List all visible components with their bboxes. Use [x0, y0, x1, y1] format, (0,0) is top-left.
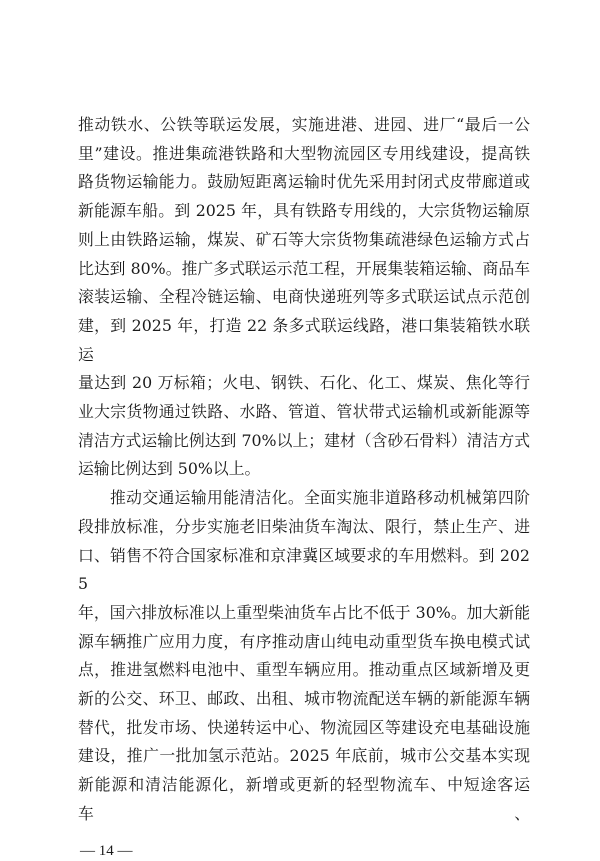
- text-line: 推动铁水、公铁等联运发展，实施进港、进园、进厂“最后一公: [78, 115, 530, 134]
- text-line: 量达到 20 万标箱；火电、钢铁、石化、化工、煤炭、焦化等行: [78, 373, 530, 393]
- text-line: 则上由铁路运输，煤炭、矿石等大宗货物集疏港绿色运输方式占: [78, 229, 530, 249]
- text-line: 口、销售不符合国家标准和京津冀区域要求的车用燃料。到 2025: [78, 545, 530, 594]
- text-line: 建设，推广一批加氢示范站。2025 年底前，城市公交基本实现: [78, 746, 530, 766]
- text-line: 建，到 2025 年，打造 22 条多式联运线路，港口集装箱铁水联运: [78, 315, 530, 364]
- text-line: 推动交通运输用能清洁化。全面实施非道路移动机械第四阶: [110, 488, 530, 508]
- text-line: 新的公交、环卫、邮政、出租、城市物流配送车辆的新能源车辆: [78, 689, 530, 709]
- text-line: 新能源车船。到 2025 年，具有铁路专用线的，大宗货物运输原: [78, 201, 530, 221]
- text-line: 运输比例达到 50%以上。: [78, 459, 261, 479]
- body-text: [78, 111, 530, 829]
- text-line: 比达到 80%。推广多式联运示范工程，开展集装箱运输、商品车: [78, 258, 530, 278]
- text-line: 年，国六排放标准以上重型柴油货车占比不低于 30%。加大新能: [78, 602, 530, 622]
- text-line: 段排放标准，分步实施老旧柴油货车淘汰、限行，禁止生产、进: [78, 516, 530, 536]
- text-line: 源车辆推广应用力度，有序推动唐山纯电动重型货车换电模式试: [78, 631, 530, 651]
- text-line: 路货物运输能力。鼓励短距离运输时优先采用封闭式皮带廊道或: [78, 172, 530, 192]
- text-line: 里”建设。推进集疏港铁路和大型物流园区专用线建设，提高铁: [78, 143, 530, 163]
- page-number: — 14 —: [80, 843, 133, 859]
- text-line: 点，推进氢燃料电池中、重型车辆应用。推动重点区域新增及更: [78, 660, 530, 680]
- text-line: 替代，批发市场、快递转运中心、物流园区等建设充电基础设施: [78, 717, 530, 737]
- text-line: 滚装运输、全程冷链运输、电商快递班列等多式联运试点示范创: [78, 287, 530, 307]
- text-line: 新能源和清洁能源化，新增或更新的轻型物流车、中短途客运车、: [78, 775, 530, 823]
- text-line: 业大宗货物通过铁路、水路、管道、管状带式运输机或新能源等: [78, 402, 530, 422]
- text-line: 清洁方式运输比例达到 70%以上；建材（含砂石骨料）清洁方式: [78, 430, 530, 450]
